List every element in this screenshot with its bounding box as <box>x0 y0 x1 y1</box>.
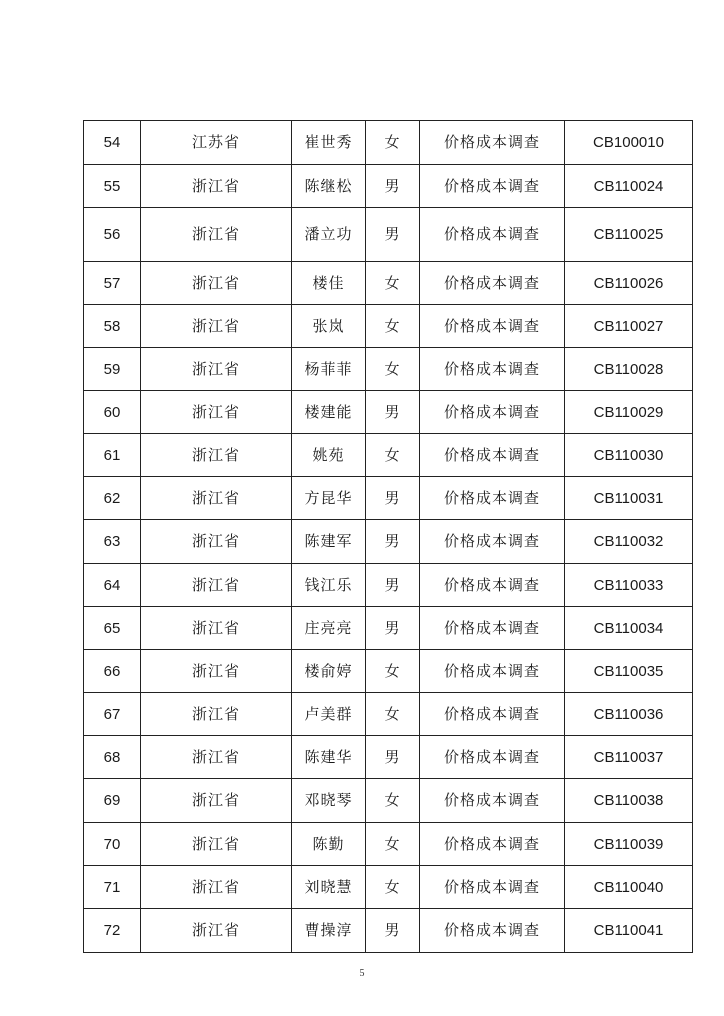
cell-code: CB110035 <box>565 650 693 693</box>
cell-code: CB110031 <box>565 477 693 520</box>
cell-code: CB110030 <box>565 434 693 477</box>
cell-province: 浙江省 <box>141 909 292 953</box>
cell-name: 陈继松 <box>292 165 366 208</box>
cell-number: 70 <box>84 823 141 866</box>
cell-name: 庄亮亮 <box>292 607 366 650</box>
cell-name: 方昆华 <box>292 477 366 520</box>
cell-name: 潘立功 <box>292 208 366 262</box>
cell-name: 刘晓慧 <box>292 866 366 909</box>
cell-category: 价格成本调查 <box>420 909 565 953</box>
cell-code: CB110029 <box>565 391 693 434</box>
cell-name: 陈勤 <box>292 823 366 866</box>
cell-name: 杨菲菲 <box>292 348 366 391</box>
table-row <box>84 909 693 953</box>
cell-code: CB110033 <box>565 564 693 607</box>
cell-code: CB110034 <box>565 607 693 650</box>
cell-name: 钱江乐 <box>292 564 366 607</box>
cell-category: 价格成本调查 <box>420 121 565 165</box>
cell-name: 陈建军 <box>292 520 366 564</box>
cell-gender: 女 <box>366 434 420 477</box>
roster-table-body <box>84 121 693 953</box>
cell-number: 57 <box>84 262 141 305</box>
cell-category: 价格成本调查 <box>420 564 565 607</box>
cell-number: 64 <box>84 564 141 607</box>
table-row <box>84 434 693 477</box>
cell-gender: 男 <box>366 208 420 262</box>
cell-gender: 男 <box>366 564 420 607</box>
cell-number: 69 <box>84 779 141 823</box>
cell-code: CB110025 <box>565 208 693 262</box>
cell-number: 61 <box>84 434 141 477</box>
cell-province: 浙江省 <box>141 262 292 305</box>
cell-gender: 男 <box>366 736 420 779</box>
cell-number: 56 <box>84 208 141 262</box>
cell-gender: 女 <box>366 262 420 305</box>
cell-name: 曹操淳 <box>292 909 366 953</box>
cell-gender: 男 <box>366 477 420 520</box>
cell-gender: 男 <box>366 165 420 208</box>
cell-gender: 女 <box>366 779 420 823</box>
cell-code: CB100010 <box>565 121 693 165</box>
cell-category: 价格成本调查 <box>420 866 565 909</box>
cell-province: 浙江省 <box>141 520 292 564</box>
cell-category: 价格成本调查 <box>420 650 565 693</box>
table-row <box>84 823 693 866</box>
cell-gender: 女 <box>366 866 420 909</box>
cell-province: 浙江省 <box>141 208 292 262</box>
cell-category: 价格成本调查 <box>420 693 565 736</box>
cell-gender: 男 <box>366 520 420 564</box>
table-row <box>84 779 693 823</box>
cell-province: 浙江省 <box>141 564 292 607</box>
cell-province: 浙江省 <box>141 391 292 434</box>
table-row <box>84 165 693 208</box>
cell-code: CB110038 <box>565 779 693 823</box>
cell-name: 陈建华 <box>292 736 366 779</box>
cell-category: 价格成本调查 <box>420 823 565 866</box>
cell-code: CB110039 <box>565 823 693 866</box>
page-number: 5 <box>359 968 365 979</box>
cell-code: CB110027 <box>565 305 693 348</box>
cell-province: 江苏省 <box>141 121 292 165</box>
cell-gender: 女 <box>366 650 420 693</box>
cell-province: 浙江省 <box>141 650 292 693</box>
cell-name: 邓晓琴 <box>292 779 366 823</box>
cell-name: 楼佳 <box>292 262 366 305</box>
cell-number: 72 <box>84 909 141 953</box>
cell-category: 价格成本调查 <box>420 391 565 434</box>
cell-province: 浙江省 <box>141 693 292 736</box>
table-row <box>84 693 693 736</box>
cell-name: 姚苑 <box>292 434 366 477</box>
cell-category: 价格成本调查 <box>420 165 565 208</box>
cell-gender: 男 <box>366 607 420 650</box>
table-row <box>84 477 693 520</box>
table-row <box>84 208 693 262</box>
cell-province: 浙江省 <box>141 736 292 779</box>
cell-province: 浙江省 <box>141 823 292 866</box>
cell-code: CB110026 <box>565 262 693 305</box>
cell-gender: 女 <box>366 121 420 165</box>
table-row <box>84 391 693 434</box>
cell-category: 价格成本调查 <box>420 348 565 391</box>
table-row <box>84 520 693 564</box>
cell-category: 价格成本调查 <box>420 607 565 650</box>
cell-province: 浙江省 <box>141 165 292 208</box>
cell-number: 59 <box>84 348 141 391</box>
cell-code: CB110036 <box>565 693 693 736</box>
cell-province: 浙江省 <box>141 305 292 348</box>
table-row <box>84 305 693 348</box>
cell-number: 66 <box>84 650 141 693</box>
cell-gender: 女 <box>366 305 420 348</box>
table-row <box>84 650 693 693</box>
cell-category: 价格成本调查 <box>420 736 565 779</box>
cell-category: 价格成本调查 <box>420 477 565 520</box>
cell-number: 60 <box>84 391 141 434</box>
cell-number: 71 <box>84 866 141 909</box>
table-row <box>84 262 693 305</box>
cell-number: 55 <box>84 165 141 208</box>
table-row <box>84 607 693 650</box>
cell-number: 63 <box>84 520 141 564</box>
cell-gender: 女 <box>366 348 420 391</box>
cell-category: 价格成本调查 <box>420 779 565 823</box>
cell-category: 价格成本调查 <box>420 208 565 262</box>
cell-code: CB110037 <box>565 736 693 779</box>
cell-province: 浙江省 <box>141 348 292 391</box>
cell-name: 崔世秀 <box>292 121 366 165</box>
table-row <box>84 736 693 779</box>
cell-code: CB110041 <box>565 909 693 953</box>
cell-category: 价格成本调查 <box>420 434 565 477</box>
table-row <box>84 866 693 909</box>
cell-category: 价格成本调查 <box>420 305 565 348</box>
cell-name: 楼建能 <box>292 391 366 434</box>
cell-name: 卢美群 <box>292 693 366 736</box>
cell-name: 张岚 <box>292 305 366 348</box>
cell-number: 65 <box>84 607 141 650</box>
cell-category: 价格成本调查 <box>420 520 565 564</box>
roster-table <box>83 120 693 953</box>
cell-number: 58 <box>84 305 141 348</box>
table-row <box>84 121 693 165</box>
cell-code: CB110024 <box>565 165 693 208</box>
cell-category: 价格成本调查 <box>420 262 565 305</box>
cell-code: CB110040 <box>565 866 693 909</box>
cell-number: 54 <box>84 121 141 165</box>
cell-gender: 女 <box>366 823 420 866</box>
cell-province: 浙江省 <box>141 779 292 823</box>
cell-number: 62 <box>84 477 141 520</box>
table-row <box>84 348 693 391</box>
table-row <box>84 564 693 607</box>
cell-gender: 女 <box>366 693 420 736</box>
cell-number: 67 <box>84 693 141 736</box>
cell-code: CB110028 <box>565 348 693 391</box>
cell-gender: 男 <box>366 909 420 953</box>
cell-name: 楼俞婷 <box>292 650 366 693</box>
cell-province: 浙江省 <box>141 866 292 909</box>
cell-number: 68 <box>84 736 141 779</box>
cell-code: CB110032 <box>565 520 693 564</box>
cell-province: 浙江省 <box>141 477 292 520</box>
cell-gender: 男 <box>366 391 420 434</box>
cell-province: 浙江省 <box>141 434 292 477</box>
cell-province: 浙江省 <box>141 607 292 650</box>
